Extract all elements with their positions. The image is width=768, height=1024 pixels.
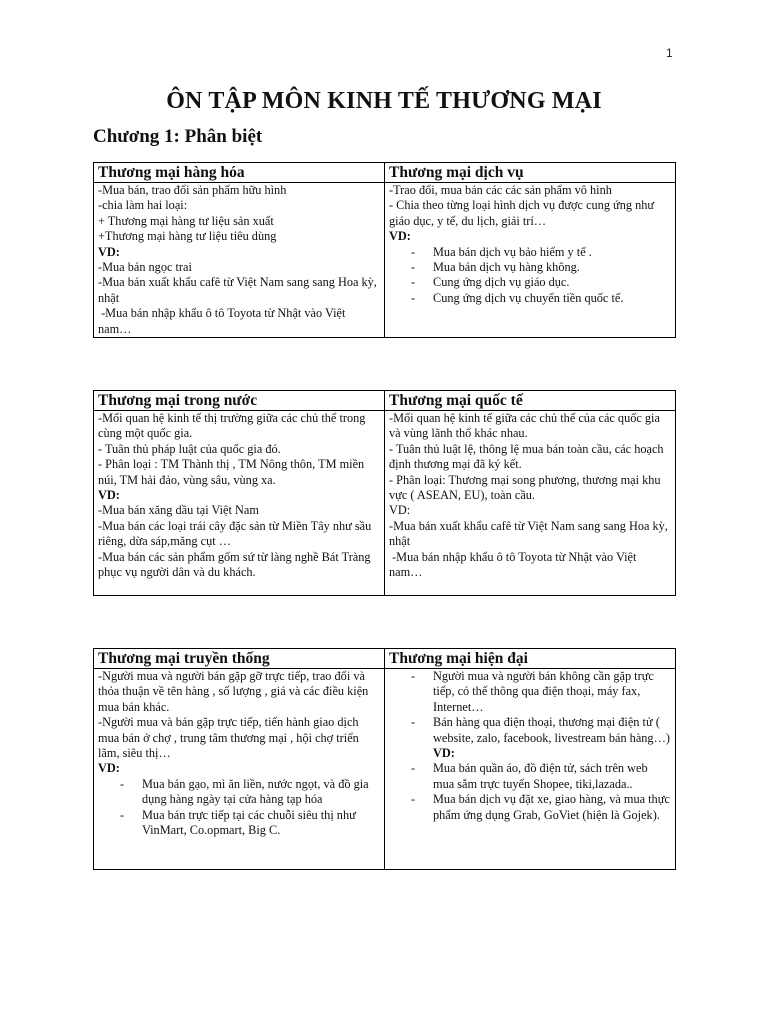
document-title: ÔN TẬP MÔN KINH TẾ THƯƠNG MẠI bbox=[166, 88, 602, 114]
text-line: -Mua bán xuất khẩu cafê từ Việt Nam sang sang Hoa kỳ, nhật bbox=[389, 518, 668, 549]
text-line: - Chia theo từng loại hình dịch vụ được cung ứng như giáo dục, y tế, du lịch, giải trí… bbox=[389, 198, 655, 228]
example-label: VD: bbox=[389, 503, 411, 518]
text-line: + Thương mại hàng tư liệu sản xuất bbox=[98, 213, 274, 228]
text-line: -Mối quan hệ kinh tế giữa các chủ thể của các quốc gia và vùng lãnh thổ khác nhau. bbox=[389, 411, 660, 441]
text-line: -Mối quan hệ kinh tế thị trường giữa các chủ thể trong cùng một quốc gia. bbox=[98, 411, 366, 441]
domestic-trade-cell bbox=[94, 411, 385, 596]
international-trade-cell bbox=[385, 411, 676, 596]
text-line: -Mua bán các sản phẩm gốm sứ từ làng nghề Bát Tràng phục vụ người dân và du khách. bbox=[98, 549, 371, 580]
header-services-trade: Thương mại dịch vụ bbox=[385, 163, 676, 183]
text-line: -Người mua và bán gặp trực tiếp, tiến hành giao dịch mua bán ở chợ , trung tâm thương mại , hội chợ triển lãm, siêu thị… bbox=[98, 715, 359, 761]
example-list bbox=[389, 245, 671, 307]
page-number: 1 bbox=[666, 46, 673, 60]
text-line: +Thương mại hàng tư liệu tiêu dùng bbox=[98, 229, 277, 244]
example-label: VD: bbox=[98, 488, 120, 503]
modern-trade-cell bbox=[385, 669, 676, 870]
header-domestic-trade: Thương mại trong nước bbox=[94, 391, 385, 411]
header-traditional-trade: Thương mại truyền thống bbox=[94, 649, 385, 669]
comparison-table-goods-services bbox=[93, 162, 676, 338]
text-line: - Tuân thủ pháp luật của quốc gia đó. bbox=[98, 441, 281, 456]
text-line: -Người mua và người bán gặp gỡ trực tiếp, trao đổi và thỏa thuận về tên hàng , số lượng , giá và các điều kiện mua bán khác. bbox=[98, 669, 369, 714]
header-international-trade: Thương mại quốc tế bbox=[385, 391, 676, 411]
text-line: -Mua bán ngọc trai bbox=[98, 260, 192, 275]
text-line: - Phân loại : TM Thành thị , TM Nông thôn, TM miền núi, TM hải đảo, vùng sâu, vùng xa. bbox=[98, 457, 365, 487]
text-line: -Mua bán xăng dầu tại Việt Nam bbox=[98, 503, 259, 518]
traditional-trade-cell bbox=[94, 669, 385, 870]
text-line: -Trao đổi, mua bán các các sản phẩm vô hình bbox=[389, 183, 612, 197]
list-item: - Mua bán trực tiếp tại các chuỗi siêu thị như VinMart, Co.opmart, Big C. bbox=[98, 808, 380, 839]
header-modern-trade: Thương mại hiện đại bbox=[385, 649, 676, 669]
goods-trade-cell bbox=[94, 183, 385, 338]
services-trade-cell bbox=[385, 183, 676, 338]
list-item: - Mua bán quần áo, đồ điện tử, sách trên web mua sắm trực tuyến Shopee, tiki,lazada.. bbox=[389, 761, 671, 792]
list-item: - Cung ứng dịch vụ chuyển tiền quốc tế. bbox=[389, 291, 671, 306]
list-item: - Cung ứng dịch vụ giáo dục. bbox=[389, 275, 671, 290]
text-line: -chia làm hai loại: bbox=[98, 198, 188, 213]
list-item: - Người mua và người bán không cần gặp trực tiếp, có thể thông qua điện thoại, máy fax, Internet… bbox=[389, 669, 671, 715]
text-line: -Mua bán các loại trái cây đặc sản từ Miền Tây như sầu riêng, dừa sáp,măng cụt … bbox=[98, 518, 372, 549]
chapter-heading: Chương 1: Phân biệt bbox=[93, 126, 263, 147]
list-item: - Mua bán dịch vụ hàng không. bbox=[389, 260, 671, 275]
text-line: - Phân loại: Thương mại song phương, thương mại khu vực ( ASEAN, EU), toàn cầu. bbox=[389, 472, 661, 503]
text-line: - Tuân thủ luật lệ, thông lệ mua bán toàn cầu, các hoạch định thương mại đã ký kết. bbox=[389, 441, 664, 472]
text-line: -Mua bán nhập khẩu ô tô Toyota từ Nhật vào Việt nam… bbox=[389, 549, 640, 580]
list-item: - Bán hàng qua điện thoại, thương mại điện tử ( website, zalo, facebook, livestream bán hàng…) bbox=[389, 715, 671, 746]
header-goods-trade: Thương mại hàng hóa bbox=[94, 163, 385, 183]
list-item: - Mua bán dịch vụ đặt xe, giao hàng, và mua thực phẩm ứng dụng Grab, GoViet (hiện là Gojek). bbox=[389, 792, 671, 823]
comparison-table-traditional-modern bbox=[93, 648, 676, 870]
list-item: - Mua bán dịch vụ bảo hiểm y tế . bbox=[389, 245, 671, 260]
list-item: - Mua bán gạo, mì ăn liền, nước ngọt, và đồ gia dụng hàng ngày tại cửa hàng tạp hóa bbox=[98, 777, 380, 808]
example-label: VD: bbox=[433, 746, 455, 761]
example-label: VD: bbox=[98, 761, 120, 776]
text-line: -Mua bán, trao đổi sản phẩm hữu hình bbox=[98, 183, 287, 197]
feature-list bbox=[389, 669, 671, 746]
example-list bbox=[98, 777, 380, 839]
example-list bbox=[389, 761, 671, 823]
comparison-table-domestic-international bbox=[93, 390, 676, 596]
example-label: VD: bbox=[389, 229, 411, 244]
example-label: VD: bbox=[98, 244, 120, 259]
text-line: -Mua bán nhập khẩu ô tô Toyota từ Nhật vào Việt nam… bbox=[98, 306, 349, 336]
text-line: -Mua bán xuất khẩu cafê từ Việt Nam sang sang Hoa kỳ, nhật bbox=[98, 275, 377, 305]
